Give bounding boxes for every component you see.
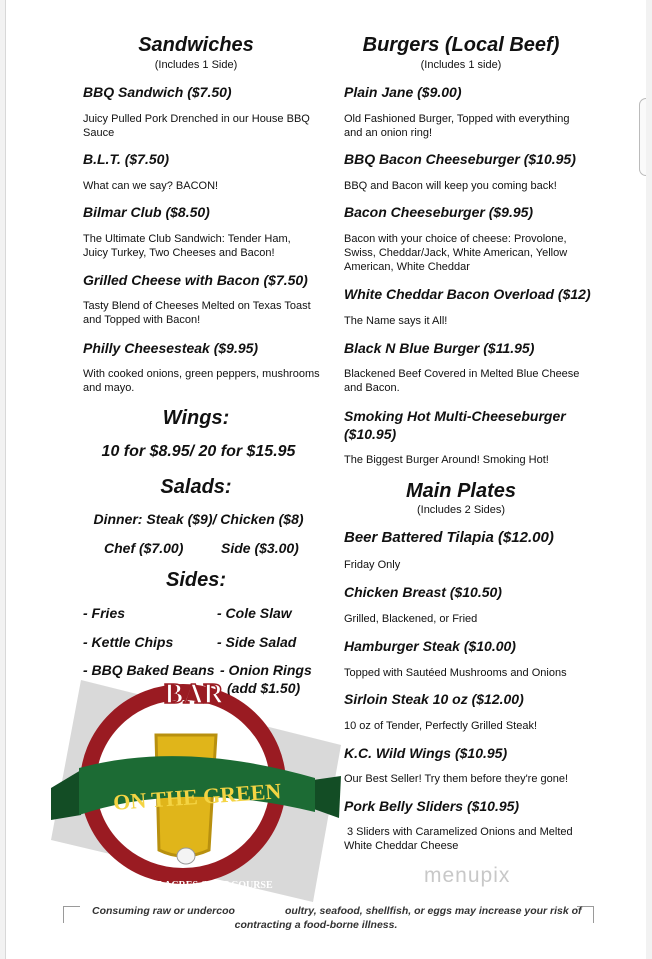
menu-item-name: Sirloin Steak 10 oz ($12.00) <box>344 691 524 707</box>
menu-item-desc: Grilled, Blackened, or Fried <box>344 613 478 625</box>
menu-item-name: K.C. Wild Wings ($10.95) <box>344 745 508 761</box>
menu-item-name: Pork Belly Sliders ($10.95) <box>344 798 520 814</box>
menu-item-name: White Cheddar Bacon Overload ($12) <box>344 286 591 302</box>
menu-item-desc: Juicy Pulled Pork Drenched in our House BBQ Sauce <box>83 113 310 139</box>
menu-item-desc: The Name says it All! <box>344 315 448 327</box>
main-plates-title: Main Plates <box>405 480 517 502</box>
menu-item-name: Plain Jane ($9.00) <box>344 84 462 100</box>
salad-chef: Chef ($7.00) <box>104 540 184 556</box>
menu-item-name: Philly Cheesesteak ($9.95) <box>83 340 259 356</box>
salad-dinner: Dinner: Steak ($9)/ Chicken ($8) <box>93 511 304 527</box>
food-warning-line-2: contracting a food-borne illness. <box>234 919 398 931</box>
menu-item-desc: The Biggest Burger Around! Smoking Hot! <box>344 454 549 466</box>
menu-item-desc: Old Fashioned Burger, Topped with everything and an onion ring! <box>344 113 570 139</box>
main-plates-subtitle: (Includes 2 Sides) <box>416 504 506 516</box>
food-warning-part-a: Consuming raw or undercoo <box>92 905 235 917</box>
menu-item-name: Beer Battered Tilapia ($12.00) <box>344 529 554 546</box>
logo-top-text: BAR <box>164 680 224 710</box>
menu-item-name: Bilmar Club ($8.50) <box>83 204 210 220</box>
menu-item-desc: With cooked onions, green peppers, mushrooms and mayo. <box>83 368 320 394</box>
menu-item-name: Smoking Hot Multi-Cheeseburger ($10.95) <box>344 408 566 442</box>
food-warning-line-1 <box>92 905 582 917</box>
menupix-watermark: menupix <box>424 864 511 887</box>
sandwiches-subtitle: (Includes 1 Side) <box>154 59 238 71</box>
side-item: - Cole Slaw <box>217 605 292 621</box>
salad-side: Side ($3.00) <box>221 540 299 556</box>
footer-corner-left <box>63 906 80 923</box>
menu-item-name: Grilled Cheese with Bacon ($7.50) <box>83 272 308 288</box>
menu-item-desc: Tasty Blend of Cheeses Melted on Texas Toast and Topped with Bacon! <box>83 300 311 326</box>
menu-item-desc: BBQ and Bacon will keep you coming back! <box>344 180 557 192</box>
menu-item-desc: The Ultimate Club Sandwich: Tender Ham, Juicy Turkey, Two Cheeses and Bacon! <box>83 233 291 259</box>
side-item-note: (add $1.50) <box>227 680 301 696</box>
menu-item-name: BBQ Sandwich ($7.50) <box>83 84 232 100</box>
side-item: - Fries <box>83 605 126 621</box>
wings-price: 10 for $8.95/ 20 for $15.95 <box>101 443 296 460</box>
menu-item-desc: Our Best Seller! Try them before they're gone! <box>344 773 569 785</box>
food-warning-part-b: oultry, seafood, shellfish, or eggs may increase your risk of <box>284 905 582 917</box>
menu-item-desc: Topped with Sautéed Mushrooms and Onions <box>344 667 567 679</box>
menu-item-name: Bacon Cheeseburger ($9.95) <box>344 204 534 220</box>
logo-banner-text: ON THE GREEN <box>112 778 282 815</box>
sandwiches-title: Sandwiches <box>138 34 254 56</box>
menu-item-name: Black N Blue Burger ($11.95) <box>344 340 535 356</box>
menu-item-desc: 3 Sliders with Caramelized Onions and Melted White Cheddar Cheese <box>344 826 573 852</box>
logo-ring-text: AT BELLE ACRES GOLF COURSE <box>113 880 273 891</box>
side-item: - Side Salad <box>217 634 297 650</box>
wings-title: Wings: <box>162 407 230 429</box>
menu-item-desc: 10 oz of Tender, Perfectly Grilled Steak! <box>344 720 538 732</box>
menu-item-name: Hamburger Steak ($10.00) <box>344 638 516 654</box>
golf-ball-icon <box>177 848 195 864</box>
salads-title: Salads: <box>160 476 232 498</box>
burgers-title: Burgers (Local Beef) <box>362 34 560 56</box>
menu-item-name: B.L.T. ($7.50) <box>83 151 170 167</box>
scroll-edge-handle[interactable] <box>639 98 646 176</box>
menu-item-desc: What can we say? BACON! <box>83 180 219 192</box>
bar-on-the-green-logo <box>51 680 341 902</box>
menu-item-desc: Friday Only <box>344 559 401 571</box>
menu-item-desc: Blackened Beef Covered in Melted Blue Cheese and Bacon. <box>344 368 580 394</box>
menu-item-name: Chicken Breast ($10.50) <box>344 584 502 600</box>
menu-item-desc: Bacon with your choice of cheese: Provolone, Swiss, Cheddar/Jack, White American, Yellow American, White Cheddar <box>344 233 568 273</box>
side-item: - Onion Rings <box>220 662 312 678</box>
burgers-subtitle: (Includes 1 side) <box>420 59 502 71</box>
menu-item-name: BBQ Bacon Cheeseburger ($10.95) <box>344 151 576 167</box>
sides-title: Sides: <box>165 569 227 591</box>
menu-page <box>5 0 646 959</box>
side-item: - BBQ Baked Beans <box>83 662 215 678</box>
side-item: - Kettle Chips <box>83 634 174 650</box>
